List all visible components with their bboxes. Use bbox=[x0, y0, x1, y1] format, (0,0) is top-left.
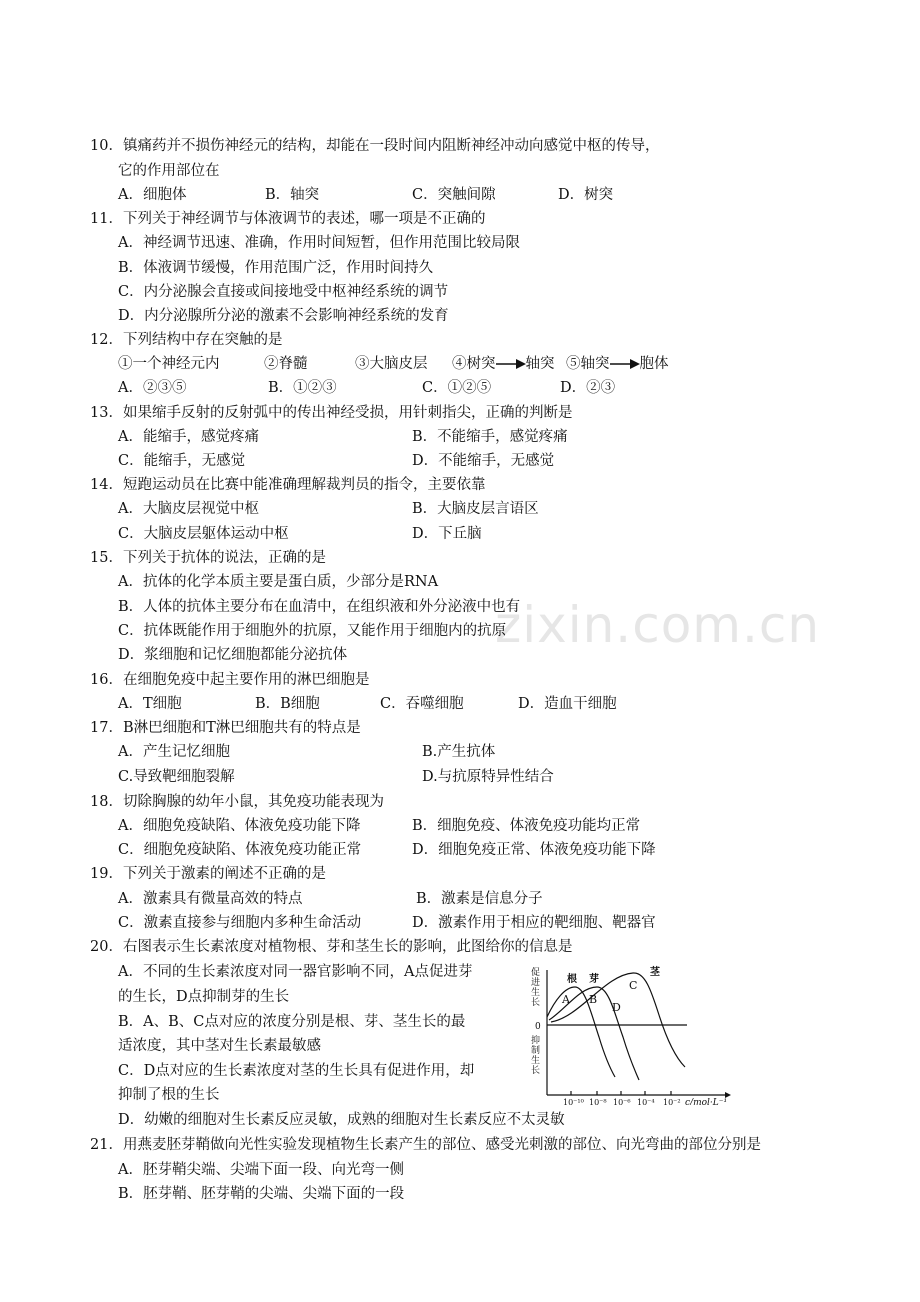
q21-option-a: A．胚芽鞘尖端、尖端下面一段、向光弯一侧 bbox=[118, 1162, 404, 1178]
q12-item-4-to: 轴突 bbox=[525, 356, 555, 372]
q20-option-b-cont: 适浓度，其中茎对生长素最敏感 bbox=[118, 1038, 321, 1054]
q14-stem: 14．短跑运动员在比赛中能准确理解裁判员的指令，主要依靠 bbox=[90, 477, 486, 493]
q12-option-b: B．①②③ bbox=[268, 380, 337, 396]
root-curve bbox=[547, 987, 615, 1077]
q20-option-a-cont: 的生长，D点抑制芽的生长 bbox=[118, 989, 290, 1005]
q21-stem: 21．用燕麦胚芽鞘做向光性实验发现植物生长素产生的部位、感受光刺激的部位、向光弯曲的部位分别是 bbox=[90, 1137, 761, 1153]
q18-stem: 18．切除胸腺的幼年小鼠，其免疫功能表现为 bbox=[90, 794, 384, 810]
q12-item-4-from: ④树突 bbox=[452, 356, 496, 372]
y-label-promote: 促进生长 bbox=[531, 968, 541, 1008]
x-tick-label: 10⁻⁴ bbox=[637, 1098, 655, 1105]
q12-item-3: ③大脑皮层 bbox=[355, 356, 428, 372]
q20-stem: 20．右图表示生长素浓度对植物根、芽和茎生长的影响，此图给你的信息是 bbox=[90, 939, 573, 955]
q12-option-a: A．②③⑤ bbox=[118, 380, 187, 396]
q20-option-b: B．A、B、C点对应的浓度分别是根、芽、茎生长的最 bbox=[118, 1014, 466, 1030]
q12-item-2: ②脊髓 bbox=[264, 356, 308, 372]
q19-option-d: D．激素作用于相应的靶细胞、靶器官 bbox=[412, 915, 656, 931]
q12-item-5-to: 胞体 bbox=[639, 356, 669, 372]
q11-option-b: B．体液调节缓慢，作用范围广泛，作用时间持久 bbox=[118, 260, 434, 276]
q11-option-a: A．神经调节迅速、准确，作用时间短暂，但作用范围比较局限 bbox=[118, 235, 520, 251]
q12-item-5 bbox=[566, 354, 669, 374]
q14-option-d: D．下丘脑 bbox=[412, 526, 482, 542]
q13-option-a: A．能缩手，感觉疼痛 bbox=[118, 429, 259, 445]
q10-stem-cont: 它的作用部位在 bbox=[118, 163, 220, 179]
q16-option-b: B．B细胞 bbox=[255, 696, 320, 712]
q15-stem: 15．下列关于抗体的说法，正确的是 bbox=[90, 550, 326, 566]
q19-option-a: A．激素具有微量高效的特点 bbox=[118, 891, 303, 907]
q20-option-d: D．幼嫩的细胞对生长素反应灵敏，成熟的细胞对生长素反应不太灵敏 bbox=[118, 1112, 565, 1128]
q19-option-b: B．激素是信息分子 bbox=[416, 891, 543, 907]
x-tick-label: 10⁻¹⁰ bbox=[563, 1098, 584, 1105]
q14-option-a: A．大脑皮层视觉中枢 bbox=[118, 501, 259, 517]
series-label-bud: 芽 bbox=[589, 974, 599, 985]
q12-item-5-from: ⑤轴突 bbox=[566, 356, 610, 372]
q12-item-1: ①一个神经元内 bbox=[118, 356, 220, 372]
y-label-inhibit: 抑制生长 bbox=[531, 1036, 541, 1076]
q10-option-c: C．突触间隙 bbox=[412, 187, 496, 203]
y-label-zero: 0 bbox=[535, 1022, 541, 1032]
q11-option-d: D．内分泌腺所分泌的激素不会影响神经系统的发育 bbox=[118, 308, 449, 324]
q20-option-c-cont: 抑制了根的生长 bbox=[118, 1087, 220, 1103]
q11-stem: 11．下列关于神经调节与体液调节的表述，哪一项是不正确的 bbox=[90, 211, 486, 227]
q16-stem: 16．在细胞免疫中起主要作用的淋巴细胞是 bbox=[90, 672, 370, 688]
point-label-d: D bbox=[612, 1001, 621, 1014]
q14-option-c: C．大脑皮层躯体运动中枢 bbox=[118, 526, 289, 542]
q13-stem: 13．如果缩手反射的反射弧中的传出神经受损，用针刺指尖，正确的判断是 bbox=[90, 405, 573, 421]
q12-option-c: C．①②⑤ bbox=[422, 380, 492, 396]
q10-option-b: B．轴突 bbox=[265, 187, 320, 203]
watermark: zixin.com.cn bbox=[495, 596, 821, 654]
q20-option-c: C．D点对应的生长素浓度对茎的生长具有促进作用，却 bbox=[118, 1063, 475, 1079]
q15-option-a: A．抗体的化学本质主要是蛋白质，少部分是RNA bbox=[118, 574, 439, 590]
point-label-a: A bbox=[562, 993, 570, 1006]
q11-option-c: C．内分泌腺会直接或间接地受中枢神经系统的调节 bbox=[118, 284, 449, 300]
q15-option-b: B．人体的抗体主要分布在血清中，在组织液和外分泌液中也有 bbox=[118, 599, 521, 615]
q17-option-a: A．产生记忆细胞 bbox=[118, 744, 230, 760]
q10-option-a: A．细胞体 bbox=[118, 187, 187, 203]
q18-option-a: A．细胞免疫缺陷、体液免疫功能下降 bbox=[118, 818, 361, 834]
q13-option-b: B．不能缩手，感觉疼痛 bbox=[412, 429, 568, 445]
q12-stem: 12．下列结构中存在突触的是 bbox=[90, 332, 283, 348]
q16-option-d: D．造血干细胞 bbox=[518, 696, 617, 712]
curves bbox=[547, 973, 685, 1080]
q15-option-c: C．抗体既能作用于细胞外的抗原，又能作用于细胞内的抗原 bbox=[118, 623, 507, 639]
q16-option-a: A．T细胞 bbox=[118, 696, 182, 712]
q17-option-c: C.导致靶细胞裂解 bbox=[118, 769, 235, 785]
q21-option-b: B．胚芽鞘、胚芽鞘的尖端、尖端下面的一段 bbox=[118, 1186, 405, 1202]
q12-option-d: D．②③ bbox=[560, 380, 616, 396]
q10-option-d: D．树突 bbox=[558, 187, 614, 203]
q10-stem: 10．镇痛药并不损伤神经元的结构，却能在一段时间内阻断神经冲动向感觉中枢的传导， bbox=[90, 138, 660, 154]
q18-option-d: D．细胞免疫正常、体液免疫功能下降 bbox=[412, 842, 656, 858]
q13-option-d: D．不能缩手，无感觉 bbox=[412, 453, 555, 469]
x-axis-label: c/mol·L⁻¹ bbox=[685, 1098, 728, 1105]
q12-item-4 bbox=[452, 354, 555, 374]
q17-option-d: D.与抗原特异性结合 bbox=[422, 769, 554, 785]
arrow-icon bbox=[496, 358, 526, 370]
series-label-stem: 茎 bbox=[650, 967, 660, 978]
q19-stem: 19．下列关于激素的阐述不正确的是 bbox=[90, 866, 326, 882]
y-labels bbox=[531, 967, 541, 1076]
q17-option-b: B.产生抗体 bbox=[422, 744, 496, 760]
arrow-icon bbox=[610, 358, 640, 370]
x-tick-label: 10⁻⁸ bbox=[589, 1098, 607, 1105]
q18-option-c: C．细胞免疫缺陷、体液免疫功能正常 bbox=[118, 842, 362, 858]
q15-option-d: D．浆细胞和记忆细胞都能分泌抗体 bbox=[118, 647, 348, 663]
auxin-growth-chart bbox=[525, 965, 735, 1105]
q13-option-c: C．能缩手，无感觉 bbox=[118, 453, 246, 469]
q14-option-b: B．大脑皮层言语区 bbox=[412, 501, 539, 517]
series-label-root: 根 bbox=[567, 974, 577, 985]
x-tick-label: 10⁻⁶ bbox=[613, 1098, 631, 1105]
q16-option-c: C．吞噬细胞 bbox=[380, 696, 464, 712]
x-tick-labels bbox=[563, 1098, 681, 1105]
q20-option-a: A．不同的生长素浓度对同一器官影响不同，A点促进芽 bbox=[118, 964, 473, 980]
x-tick-label: 10⁻² bbox=[663, 1098, 681, 1105]
q17-stem: 17．B淋巴细胞和T淋巴细胞共有的特点是 bbox=[90, 720, 361, 736]
point-label-c: C bbox=[629, 979, 638, 992]
q19-option-c: C．激素直接参与细胞内多种生命活动 bbox=[118, 915, 362, 931]
q18-option-b: B．细胞免疫、体液免疫功能均正常 bbox=[412, 818, 641, 834]
point-label-b: B bbox=[589, 993, 598, 1006]
